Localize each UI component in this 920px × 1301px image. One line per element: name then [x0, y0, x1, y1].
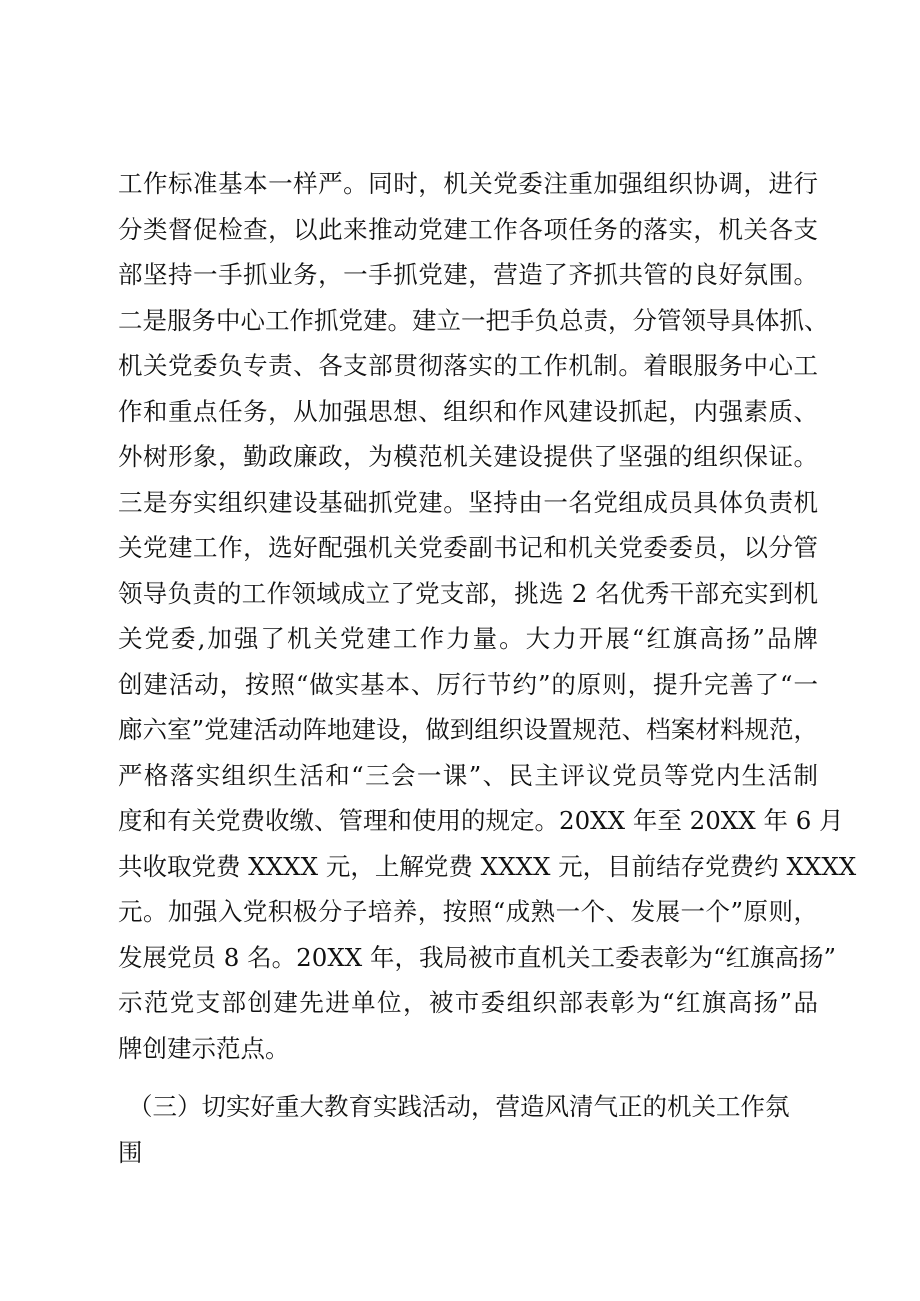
text-line: 度和有关党费收缴、管理和使用的规定。20XX 年至 20XX 年 6 月 — [118, 806, 844, 835]
text-line: 牌创建示范点。 — [118, 1033, 290, 1063]
heading-line: 围 — [118, 1137, 143, 1167]
text-line: 共收取党费 XXXX 元，上解党费 XXXX 元，目前结存党费约 XXXX — [118, 851, 857, 881]
text-line: 三是夯实组织建设基础抓党建。坚持由一名党组成员具体负责机 — [118, 487, 818, 517]
text-line: 领导负责的工作领域成立了党支部，挑选 2 名优秀干部充实到机 — [118, 578, 818, 608]
body-paragraph — [118, 161, 857, 1071]
text-line: 廊六室”党建活动阵地建设，做到组织设置规范、档案材料规范， — [118, 715, 818, 744]
section-heading — [118, 1084, 818, 1175]
heading-line: （三）切实好重大教育实践活动，营造风清气正的机关工作氛 — [128, 1092, 790, 1121]
text-line: 元。加强入党积极分子培养，按照“成熟一个、发展一个”原则， — [118, 897, 818, 926]
text-line: 严格落实组织生活和“三会一课”、民主评议党员等党内生活制 — [118, 760, 818, 790]
text-line: 关党建工作，选好配强机关党委副书记和机关党委委员，以分管 — [118, 533, 818, 562]
text-line: 机关党委负专责、各支部贯彻落实的工作机制。着眼服务中心工 — [118, 351, 818, 380]
text-line: 发展党员 8 名。20XX 年，我局被市直机关工委表彰为“红旗高扬” — [118, 942, 837, 972]
text-line: 分类督促检查，以此来推动党建工作各项任务的落实，机关各支 — [118, 214, 818, 244]
text-line: 外树形象，勤政廉政，为模范机关建设提供了坚强的组织保证。 — [118, 442, 818, 471]
text-line: 创建活动，按照“做实基本、厉行节约”的原则，提升完善了“一 — [118, 669, 818, 699]
text-line: 工作标准基本一样严。同时，机关党委注重加强组织协调，进行 — [118, 169, 818, 198]
text-line: 作和重点任务，从加强思想、组织和作风建设抓起，内强素质、 — [118, 396, 818, 426]
text-line: 二是服务中心工作抓党建。建立一把手负总责，分管领导具体抓、 — [118, 305, 829, 335]
text-line: 部坚持一手抓业务，一手抓党建，营造了齐抓共管的良好氛围。 — [118, 260, 818, 289]
text-line: 示范党支部创建先进单位，被市委组织部表彰为“红旗高扬”品 — [118, 988, 818, 1017]
text-line: 关党委,加强了机关党建工作力量。大力开展“红旗高扬”品牌 — [118, 624, 818, 653]
